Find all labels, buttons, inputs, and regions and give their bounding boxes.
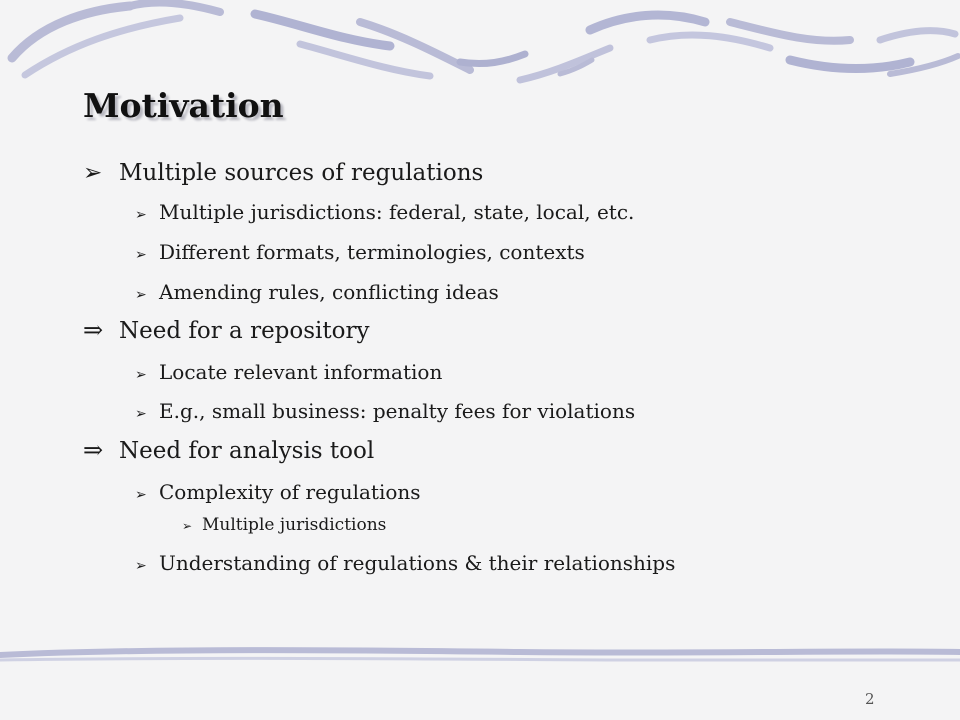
arrowhead-bullet-icon: ➢ — [135, 287, 147, 303]
page-number: 2 — [865, 690, 875, 708]
sub-bullet-item — [135, 399, 635, 423]
bullet-text: Complexity of regulations — [159, 480, 421, 504]
slide-title: Motivation — [83, 86, 284, 125]
bullet-item — [83, 316, 369, 344]
bullet-text: Multiple sources of regulations — [119, 160, 484, 186]
arrowhead-bullet-icon: ➢ — [135, 207, 147, 223]
sub-bullet-item — [135, 480, 421, 504]
bullet-text: Need for a repository — [119, 318, 370, 344]
bullet-text: Multiple jurisdictions: federal, state, local, etc. — [159, 200, 635, 224]
arrowhead-bullet-icon: ➢ — [83, 160, 103, 186]
implies-arrow-icon: ⇒ — [83, 436, 104, 464]
arrowhead-bullet-icon: ➢ — [135, 558, 147, 574]
sub-sub-bullet-item — [182, 515, 386, 535]
bullet-text: Understanding of regulations & their relationships — [159, 551, 676, 575]
bullet-text: E.g., small business: penalty fees for violations — [159, 399, 636, 423]
arrowhead-bullet-icon: ➢ — [135, 487, 147, 503]
bullet-text: Different formats, terminologies, contexts — [159, 240, 585, 264]
arrowhead-bullet-icon: ➢ — [135, 367, 147, 383]
bullet-text: Amending rules, conflicting ideas — [159, 280, 499, 304]
bullet-text: Multiple jurisdictions — [202, 515, 387, 535]
arrowhead-bullet-icon: ➢ — [135, 406, 147, 422]
sub-bullet-item — [135, 551, 675, 575]
bullet-text: Need for analysis tool — [119, 438, 375, 464]
sub-bullet-item — [135, 240, 585, 264]
bullet-item — [83, 436, 374, 464]
bullet-text: Locate relevant information — [159, 360, 443, 384]
arrowhead-bullet-icon: ➢ — [135, 247, 147, 263]
bullet-item — [83, 160, 483, 186]
arrowhead-bullet-icon: ➢ — [182, 519, 193, 533]
bottom-brushstroke — [0, 650, 960, 660]
sub-bullet-item — [135, 200, 634, 224]
sub-bullet-item — [135, 360, 442, 384]
implies-arrow-icon: ⇒ — [83, 316, 104, 344]
top-brushstrokes — [12, 2, 958, 80]
sub-bullet-item — [135, 280, 499, 304]
